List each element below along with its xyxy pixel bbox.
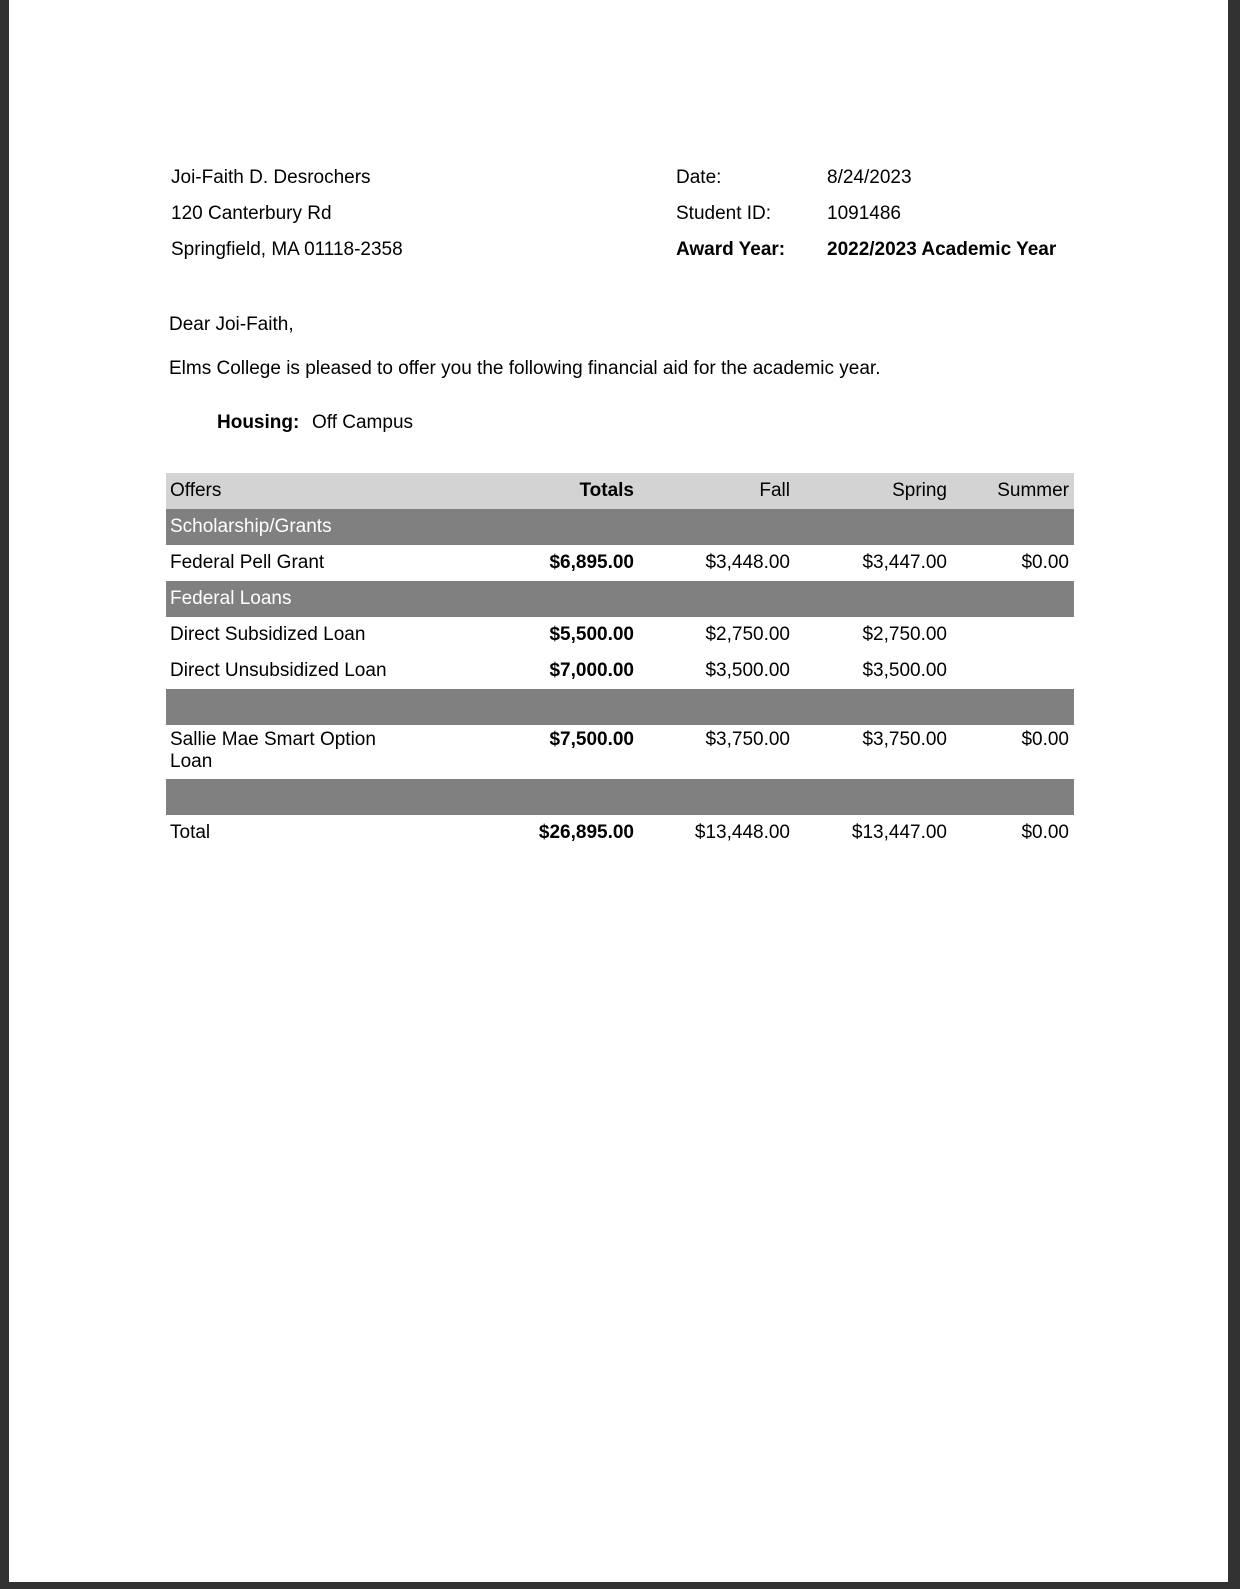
offer-spring: $3,750.00 [862, 729, 947, 750]
section-row-private-loans [166, 689, 1074, 725]
offer-fall: $3,500.00 [705, 660, 790, 681]
recipient-city-state-zip: Springfield, MA 01118-2358 [171, 239, 403, 260]
offer-summer [947, 617, 1074, 653]
greeting: Dear Joi-Faith, [169, 314, 294, 335]
offer-name: Direct Unsubsidized Loan [170, 660, 387, 681]
header-totals: Totals [418, 473, 634, 509]
section-row-federal-loans [166, 581, 1074, 617]
offers-table [166, 473, 1074, 851]
header-fall: Fall [634, 473, 790, 509]
student-id-label: Student ID: [676, 203, 772, 224]
offer-total: $7,000.00 [549, 660, 634, 681]
offer-total: $5,500.00 [549, 624, 634, 645]
recipient-name: Joi-Faith D. Desrochers [171, 167, 371, 188]
student-id-value: 1091486 [827, 203, 901, 224]
section-title: Federal Loans [166, 581, 1074, 617]
offer-summer: $0.00 [1021, 552, 1069, 573]
divider-cell [166, 779, 1074, 815]
date-label: Date: [676, 167, 722, 188]
offer-fall: $3,448.00 [705, 552, 790, 573]
table-row [166, 725, 1074, 779]
offer-spring: $2,750.00 [862, 624, 947, 645]
grand-total: $26,895.00 [538, 822, 634, 843]
total-spring: $13,447.00 [851, 822, 947, 843]
offer-total: $6,895.00 [549, 552, 634, 573]
offer-spring: $3,447.00 [862, 552, 947, 573]
header-offers: Offers [166, 473, 418, 509]
intro-paragraph: Elms College is pleased to offer you the following financial aid for the academic year. [169, 358, 881, 379]
offer-summer [947, 653, 1074, 689]
total-label: Total [170, 822, 211, 843]
housing-label: Housing: [217, 412, 300, 433]
offer-fall: $3,750.00 [705, 729, 790, 750]
header-spring: Spring [790, 473, 947, 509]
section-row-scholarship-grants [166, 509, 1074, 545]
recipient-street: 120 Canterbury Rd [171, 203, 332, 224]
offer-fall: $2,750.00 [705, 624, 790, 645]
offer-name-cell [166, 725, 418, 779]
offer-spring: $3,500.00 [862, 660, 947, 681]
table-row [166, 617, 1074, 653]
total-fall: $13,448.00 [694, 822, 790, 843]
table-header-row [166, 473, 1074, 509]
date-value: 8/24/2023 [827, 167, 912, 188]
offer-summer: $0.00 [1021, 729, 1069, 750]
award-year-value: 2022/2023 Academic Year [827, 239, 1057, 260]
offer-name: Sallie Mae Smart Option Loan [170, 729, 376, 772]
section-title: Scholarship/Grants [166, 509, 1074, 545]
section-divider [166, 779, 1074, 815]
total-row [166, 815, 1074, 851]
table-row [166, 653, 1074, 689]
offer-total: $7,500.00 [549, 729, 634, 750]
offer-name: Federal Pell Grant [170, 552, 325, 573]
header-summer: Summer [947, 473, 1074, 509]
offer-name: Direct Subsidized Loan [170, 624, 366, 645]
award-letter-page [9, 0, 1228, 1582]
total-summer: $0.00 [1021, 822, 1069, 843]
section-title [166, 689, 1074, 725]
award-year-label: Award Year: [676, 239, 786, 260]
housing-value: Off Campus [312, 412, 414, 433]
table-row [166, 545, 1074, 581]
